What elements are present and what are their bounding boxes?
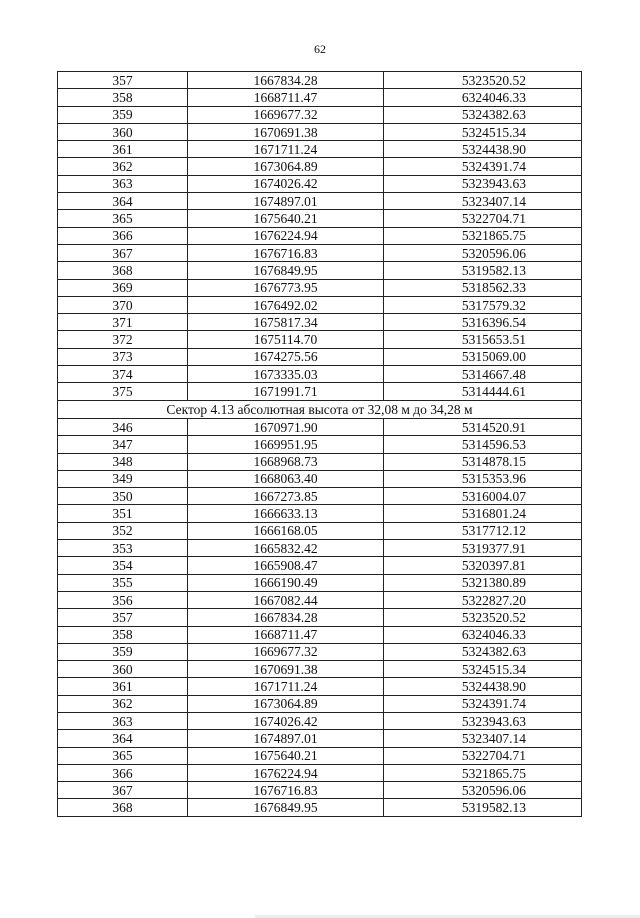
y-coordinate-cell: 5322704.71 bbox=[384, 210, 582, 227]
y-coordinate-cell: 5314444.61 bbox=[384, 383, 582, 400]
point-number-cell: 351 bbox=[58, 505, 188, 522]
point-number-cell: 366 bbox=[58, 764, 188, 781]
y-coordinate-cell: 5323943.63 bbox=[384, 175, 582, 192]
page-number: 62 bbox=[314, 42, 326, 56]
table-row bbox=[58, 799, 582, 816]
point-number-cell: 356 bbox=[58, 591, 188, 608]
point-number-cell: 370 bbox=[58, 296, 188, 313]
y-coordinate-cell: 5324391.74 bbox=[384, 695, 582, 712]
x-coordinate-cell: 1676849.95 bbox=[188, 799, 384, 816]
table-row bbox=[58, 158, 582, 175]
table-row bbox=[58, 678, 582, 695]
sector-title: Сектор 4.13 абсолютная высота от 32,08 м до 34,28 м bbox=[58, 400, 582, 418]
x-coordinate-cell: 1676716.83 bbox=[188, 782, 384, 799]
table-row bbox=[58, 210, 582, 227]
table-row bbox=[58, 626, 582, 643]
table-row bbox=[58, 453, 582, 470]
point-number-cell: 362 bbox=[58, 158, 188, 175]
point-number-cell: 369 bbox=[58, 279, 188, 296]
point-number-cell: 359 bbox=[58, 643, 188, 660]
point-number-cell: 348 bbox=[58, 453, 188, 470]
table-row bbox=[58, 609, 582, 626]
y-coordinate-cell: 5323520.52 bbox=[384, 609, 582, 626]
y-coordinate-cell: 5323407.14 bbox=[384, 730, 582, 747]
x-coordinate-cell: 1668711.47 bbox=[188, 89, 384, 106]
x-coordinate-cell: 1671711.24 bbox=[188, 678, 384, 695]
x-coordinate-cell: 1668968.73 bbox=[188, 453, 384, 470]
point-number-cell: 361 bbox=[58, 141, 188, 158]
table-row bbox=[58, 470, 582, 487]
point-number-cell: 362 bbox=[58, 695, 188, 712]
point-number-cell: 374 bbox=[58, 366, 188, 383]
x-coordinate-cell: 1669677.32 bbox=[188, 643, 384, 660]
y-coordinate-cell: 5324438.90 bbox=[384, 678, 582, 695]
table-row bbox=[58, 175, 582, 192]
point-number-cell: 358 bbox=[58, 89, 188, 106]
x-coordinate-cell: 1669951.95 bbox=[188, 436, 384, 453]
x-coordinate-cell: 1676224.94 bbox=[188, 227, 384, 244]
x-coordinate-cell: 1667834.28 bbox=[188, 609, 384, 626]
point-number-cell: 371 bbox=[58, 314, 188, 331]
y-coordinate-cell: 5314596.53 bbox=[384, 436, 582, 453]
table-row bbox=[58, 661, 582, 678]
y-coordinate-cell: 5324382.63 bbox=[384, 643, 582, 660]
point-number-cell: 366 bbox=[58, 227, 188, 244]
table-row bbox=[58, 643, 582, 660]
y-coordinate-cell: 5318562.33 bbox=[384, 279, 582, 296]
point-number-cell: 357 bbox=[58, 609, 188, 626]
y-coordinate-cell: 5314667.48 bbox=[384, 366, 582, 383]
table-row bbox=[58, 72, 582, 89]
y-coordinate-cell: 5320596.06 bbox=[384, 244, 582, 261]
x-coordinate-cell: 1667834.28 bbox=[188, 72, 384, 89]
point-number-cell: 360 bbox=[58, 661, 188, 678]
table-row bbox=[58, 366, 582, 383]
y-coordinate-cell: 6324046.33 bbox=[384, 89, 582, 106]
y-coordinate-cell: 5323407.14 bbox=[384, 193, 582, 210]
table-row bbox=[58, 106, 582, 123]
x-coordinate-cell: 1673335.03 bbox=[188, 366, 384, 383]
point-number-cell: 354 bbox=[58, 557, 188, 574]
point-number-cell: 364 bbox=[58, 730, 188, 747]
point-number-cell: 353 bbox=[58, 540, 188, 557]
x-coordinate-cell: 1676224.94 bbox=[188, 764, 384, 781]
point-number-cell: 368 bbox=[58, 262, 188, 279]
point-number-cell: 358 bbox=[58, 626, 188, 643]
point-number-cell: 350 bbox=[58, 488, 188, 505]
y-coordinate-cell: 5321865.75 bbox=[384, 764, 582, 781]
y-coordinate-cell: 5316004.07 bbox=[384, 488, 582, 505]
point-number-cell: 346 bbox=[58, 418, 188, 435]
y-coordinate-cell: 5319582.13 bbox=[384, 799, 582, 816]
y-coordinate-cell: 5324515.34 bbox=[384, 123, 582, 140]
y-coordinate-cell: 5314520.91 bbox=[384, 418, 582, 435]
x-coordinate-cell: 1665908.47 bbox=[188, 557, 384, 574]
point-number-cell: 367 bbox=[58, 782, 188, 799]
point-number-cell: 347 bbox=[58, 436, 188, 453]
x-coordinate-cell: 1666168.05 bbox=[188, 522, 384, 539]
x-coordinate-cell: 1671991.71 bbox=[188, 383, 384, 400]
point-number-cell: 363 bbox=[58, 175, 188, 192]
table-row bbox=[58, 331, 582, 348]
x-coordinate-cell: 1670691.38 bbox=[188, 123, 384, 140]
x-coordinate-cell: 1674026.42 bbox=[188, 175, 384, 192]
table-row bbox=[58, 141, 582, 158]
point-number-cell: 363 bbox=[58, 712, 188, 729]
table-row bbox=[58, 695, 582, 712]
x-coordinate-cell: 1667273.85 bbox=[188, 488, 384, 505]
y-coordinate-cell: 5320397.81 bbox=[384, 557, 582, 574]
point-number-cell: 359 bbox=[58, 106, 188, 123]
table-row bbox=[58, 557, 582, 574]
y-coordinate-cell: 5316396.54 bbox=[384, 314, 582, 331]
point-number-cell: 352 bbox=[58, 522, 188, 539]
point-number-cell: 373 bbox=[58, 348, 188, 365]
x-coordinate-cell: 1666633.13 bbox=[188, 505, 384, 522]
table-row bbox=[58, 540, 582, 557]
y-coordinate-cell: 5324382.63 bbox=[384, 106, 582, 123]
point-number-cell: 357 bbox=[58, 72, 188, 89]
x-coordinate-cell: 1669677.32 bbox=[188, 106, 384, 123]
table-row bbox=[58, 730, 582, 747]
table-row bbox=[58, 522, 582, 539]
point-number-cell: 361 bbox=[58, 678, 188, 695]
y-coordinate-cell: 5321865.75 bbox=[384, 227, 582, 244]
table-row bbox=[58, 747, 582, 764]
table-row bbox=[58, 296, 582, 313]
x-coordinate-cell: 1676773.95 bbox=[188, 279, 384, 296]
point-number-cell: 365 bbox=[58, 747, 188, 764]
x-coordinate-cell: 1670691.38 bbox=[188, 661, 384, 678]
x-coordinate-cell: 1665832.42 bbox=[188, 540, 384, 557]
table-row bbox=[58, 418, 582, 435]
table-row bbox=[58, 279, 582, 296]
point-number-cell: 367 bbox=[58, 244, 188, 261]
table-row bbox=[58, 348, 582, 365]
x-coordinate-cell: 1674897.01 bbox=[188, 730, 384, 747]
table-row bbox=[58, 123, 582, 140]
x-coordinate-cell: 1673064.89 bbox=[188, 695, 384, 712]
y-coordinate-cell: 5322704.71 bbox=[384, 747, 582, 764]
table-row bbox=[58, 227, 582, 244]
table-row bbox=[58, 193, 582, 210]
point-number-cell: 349 bbox=[58, 470, 188, 487]
table-row bbox=[58, 244, 582, 261]
point-number-cell: 368 bbox=[58, 799, 188, 816]
y-coordinate-cell: 5315069.00 bbox=[384, 348, 582, 365]
x-coordinate-cell: 1675640.21 bbox=[188, 747, 384, 764]
x-coordinate-cell: 1673064.89 bbox=[188, 158, 384, 175]
y-coordinate-cell: 5317712.12 bbox=[384, 522, 582, 539]
x-coordinate-cell: 1674275.56 bbox=[188, 348, 384, 365]
x-coordinate-cell: 1676849.95 bbox=[188, 262, 384, 279]
y-coordinate-cell: 5317579.32 bbox=[384, 296, 582, 313]
y-coordinate-cell: 5315653.51 bbox=[384, 331, 582, 348]
y-coordinate-cell: 5319377.91 bbox=[384, 540, 582, 557]
table-row bbox=[58, 89, 582, 106]
point-number-cell: 375 bbox=[58, 383, 188, 400]
point-number-cell: 360 bbox=[58, 123, 188, 140]
point-number-cell: 365 bbox=[58, 210, 188, 227]
y-coordinate-cell: 5315353.96 bbox=[384, 470, 582, 487]
table-row bbox=[58, 505, 582, 522]
table-row bbox=[58, 782, 582, 799]
y-coordinate-cell: 5323943.63 bbox=[384, 712, 582, 729]
x-coordinate-cell: 1675817.34 bbox=[188, 314, 384, 331]
x-coordinate-cell: 1675640.21 bbox=[188, 210, 384, 227]
table-row bbox=[58, 712, 582, 729]
x-coordinate-cell: 1670971.90 bbox=[188, 418, 384, 435]
x-coordinate-cell: 1674897.01 bbox=[188, 193, 384, 210]
x-coordinate-cell: 1668063.40 bbox=[188, 470, 384, 487]
y-coordinate-cell: 5316801.24 bbox=[384, 505, 582, 522]
table-row bbox=[58, 591, 582, 608]
table-row bbox=[58, 262, 582, 279]
y-coordinate-cell: 5321380.89 bbox=[384, 574, 582, 591]
x-coordinate-cell: 1671711.24 bbox=[188, 141, 384, 158]
x-coordinate-cell: 1666190.49 bbox=[188, 574, 384, 591]
sector-header-section bbox=[58, 400, 582, 418]
table-section-bottom bbox=[58, 418, 582, 816]
x-coordinate-cell: 1676492.02 bbox=[188, 296, 384, 313]
table-section-top bbox=[58, 72, 582, 401]
table-row bbox=[58, 314, 582, 331]
y-coordinate-cell: 5319582.13 bbox=[384, 262, 582, 279]
x-coordinate-cell: 1675114.70 bbox=[188, 331, 384, 348]
table-row bbox=[58, 383, 582, 400]
table-row bbox=[58, 436, 582, 453]
y-coordinate-cell: 5324438.90 bbox=[384, 141, 582, 158]
x-coordinate-cell: 1674026.42 bbox=[188, 712, 384, 729]
y-coordinate-cell: 5324515.34 bbox=[384, 661, 582, 678]
point-number-cell: 355 bbox=[58, 574, 188, 591]
coordinates-table bbox=[57, 71, 582, 817]
point-number-cell: 364 bbox=[58, 193, 188, 210]
table-row bbox=[58, 764, 582, 781]
x-coordinate-cell: 1667082.44 bbox=[188, 591, 384, 608]
y-coordinate-cell: 5324391.74 bbox=[384, 158, 582, 175]
table-row bbox=[58, 574, 582, 591]
sector-header-row bbox=[58, 400, 582, 418]
y-coordinate-cell: 6324046.33 bbox=[384, 626, 582, 643]
point-number-cell: 372 bbox=[58, 331, 188, 348]
x-coordinate-cell: 1668711.47 bbox=[188, 626, 384, 643]
y-coordinate-cell: 5322827.20 bbox=[384, 591, 582, 608]
table-row bbox=[58, 488, 582, 505]
y-coordinate-cell: 5323520.52 bbox=[384, 72, 582, 89]
x-coordinate-cell: 1676716.83 bbox=[188, 244, 384, 261]
y-coordinate-cell: 5314878.15 bbox=[384, 453, 582, 470]
y-coordinate-cell: 5320596.06 bbox=[384, 782, 582, 799]
